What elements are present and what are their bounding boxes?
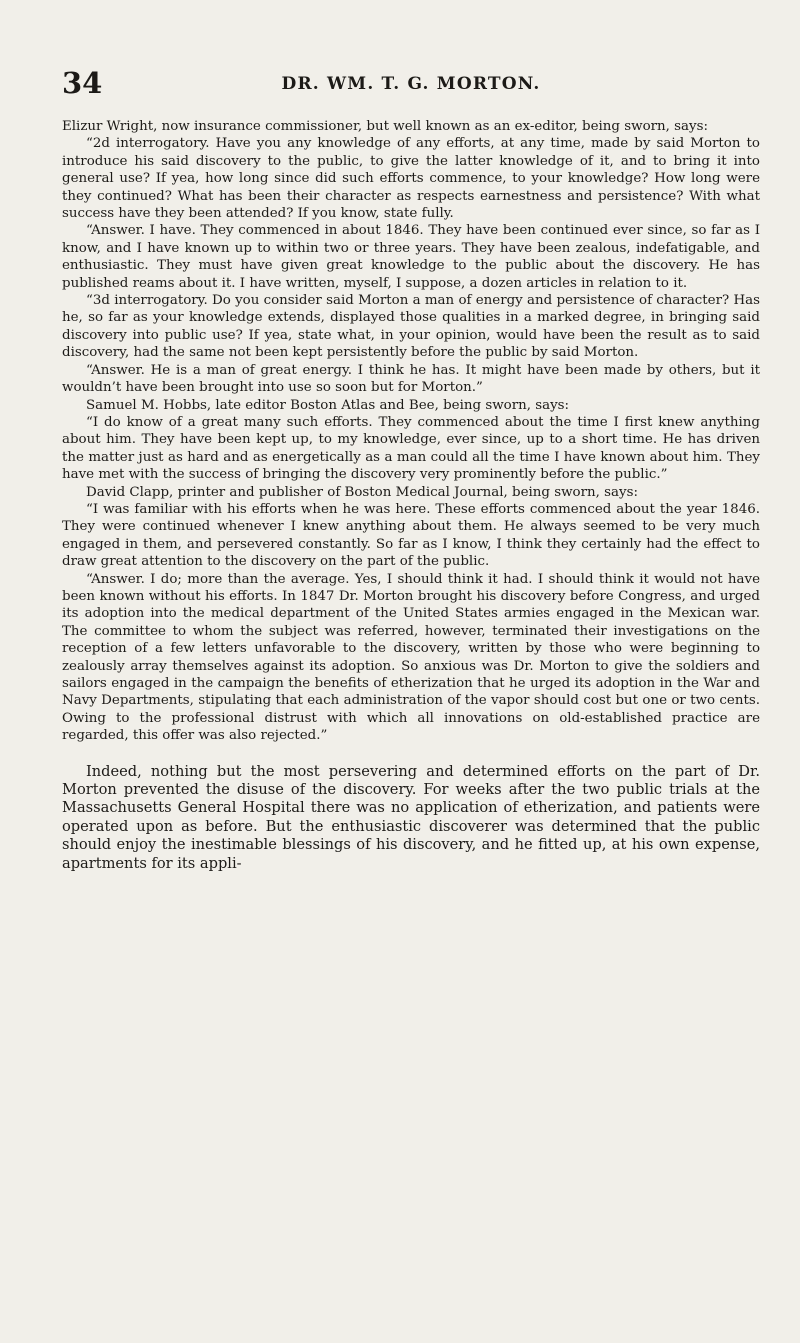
testimony-paragraph: “Answer. I have. They commenced in about 1846. They have been continued ever since, so far as I know, and I have known up to within two or three years. They have been zealous, indefatigable, and enthusiastic. They must have given great knowledge to the public about the discovery. He has published reams about it. I have written, myself, I suppose, a dozen articles in relation to it.	[62, 223, 760, 291]
testimony-paragraph: Samuel M. Hobbs, late editor Boston Atlas and Bee, being sworn, says:	[86, 397, 570, 413]
page-body	[62, 118, 760, 873]
page-header	[62, 66, 760, 102]
testimony-paragraph: “I do know of a great many such efforts. They commenced about the time I first knew anything about him. They have been kept up, to my knowledge, ever since, up to a short time. He has driven the matter just as hard and as energetically as a man could all the time I have known about him. They have met with the success of bringing the discovery very prominently before the public.”	[62, 414, 760, 483]
running-head: DR. WM. T. G. MORTON.	[281, 74, 541, 94]
testimony-paragraph: “3d interrogatory. Do you consider said Morton a man of energy and persistence of character? Has he, so far as your knowledge extends, displayed those qualities in a marked degree, in bringing said discovery into public use? If yea, state what, in your opinion, would have been the result as to said discovery, had the same not been kept persistently before the public by said Morton.	[62, 293, 760, 361]
section-gap	[62, 745, 760, 763]
testimony-paragraph: “Answer. I do; more than the average. Yes, I should think it had. I should think it would not have been known without his efforts. In 1847 Dr. Morton brought his discovery before Congress, and urged its adoption into the medical department of the United States armies engaged in the Mexican war. The committee to whom the subject was referred, however, terminated their investigations on the reception of a few letters unfavorable to the discovery, written by those who were beginning to zealously array themselves against its adoption. So anxious was Dr. Morton to give the soldiers and sailors engaged in the campaign the benefits of etherization that he urged its adoption in the War and Navy Departments, stipulating that each administration of the vapor should cost but one or two cents. Owing to the professional distrust with which all innovations on old-established practice are regarded, this offer was also rejected.”	[62, 571, 760, 744]
testimony-paragraph: “Answer. He is a man of great energy. I think he has. It might have been made by others, but it wouldn’t have been brought into use so soon but for Morton.”	[62, 362, 760, 396]
narrative-paragraph: Indeed, nothing but the most persevering and determined efforts on the part of Dr. Morton prevented the disuse of the discovery. For weeks after the two public trials at the Massachusetts General Hospital there was no application of etherization, and patients were operated upon as before. But the enthusiastic discoverer was determined that the public should enjoy the inestimable blessings of his discovery, and he fitted up, at his own expense, apartments for its appli-	[62, 762, 760, 872]
testimony-section	[62, 118, 760, 745]
testimony-paragraph: “I was familiar with his efforts when he was here. These efforts commenced about the year 1846. They were continued whenever I knew anything about them. He always seemed to be very much engaged in them, and persevered constantly. So far as I know, I think they certainly had the effect to draw great attention to the discovery on the part of the public.	[62, 501, 760, 570]
narrative-section	[62, 763, 760, 873]
testimony-paragraph: David Clapp, printer and publisher of Boston Medical Journal, being sworn, says:	[86, 484, 638, 500]
testimony-paragraph: “2d interrogatory. Have you any knowledge of any efforts, at any time, made by said Morton to introduce his said discovery to the public, to give the latter knowledge of it, and to bring it into general use? If yea, how long since did such efforts commence, to your knowledge? How long were they continued? What has been their character as respects earnestness and persistence? With what success have they been attended? If you know, state fully.	[62, 136, 760, 222]
testimony-paragraph: Elizur Wright, now insurance commissioner, but well known as an ex-editor, being sworn, says:	[62, 119, 708, 134]
page-number: 34	[62, 66, 103, 100]
